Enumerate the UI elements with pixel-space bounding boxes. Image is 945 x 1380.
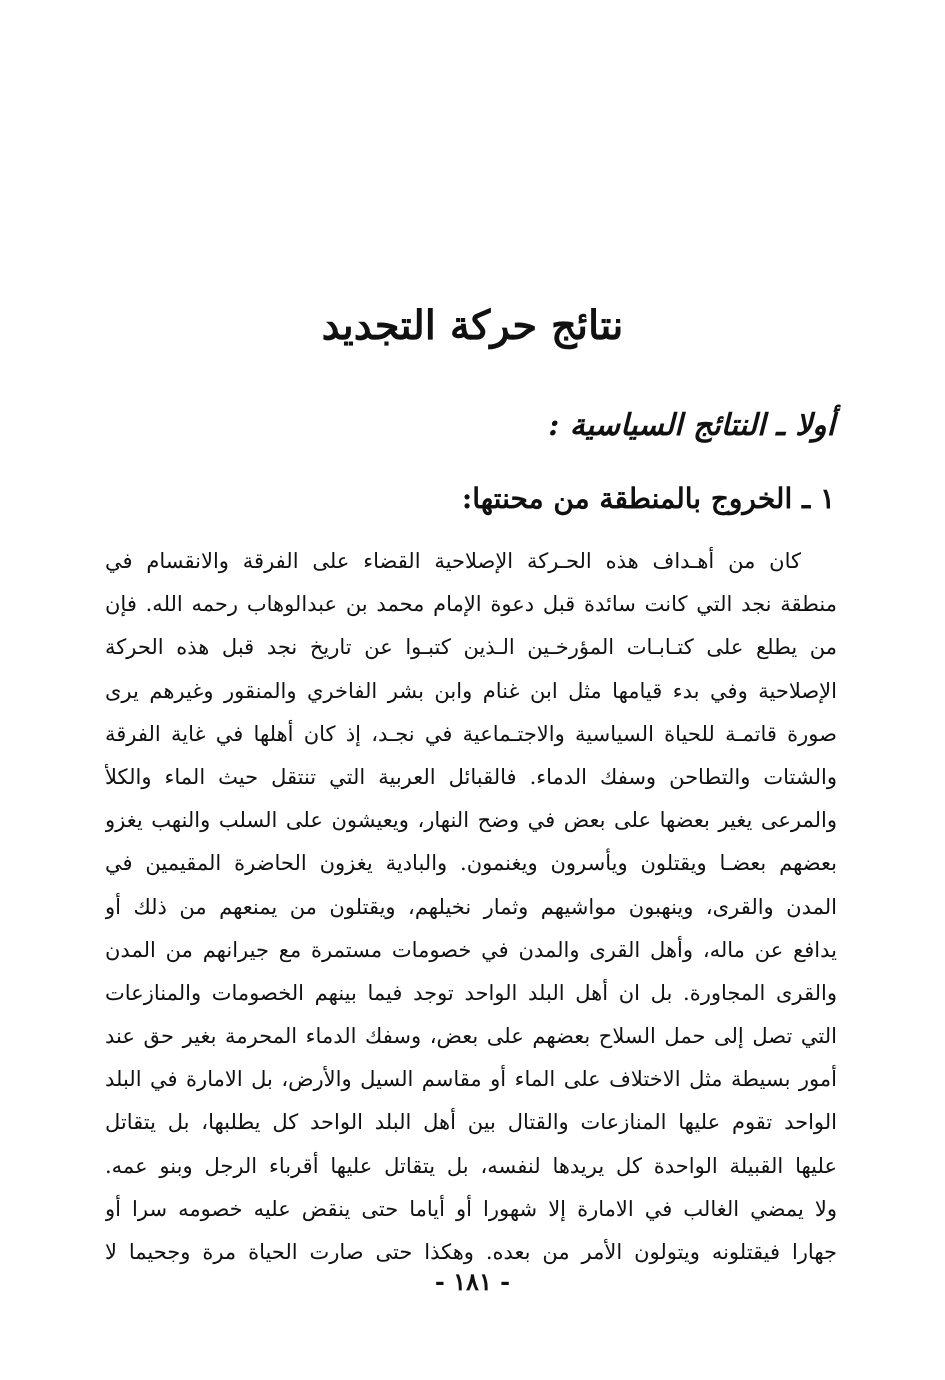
paragraph-line: التي تصل إلى حمل السلاح بعضهم على بعض، وسفك الدماء المحرمة بغير حق عند [105, 1024, 837, 1049]
paragraph-line: كان من أهـداف هذه الحـركة الإصلاحية القضاء على الفرقة والانقسام في [105, 549, 801, 573]
paragraph-line: والقرى المجاورة. بل ان أهل البلد الواحد توجد فيما بينهم الخصومات والمنازعات [105, 980, 837, 1005]
paragraph-line: الواحد تقوم عليها المنازعات والقتال بين أهل البلد الواحد كل يطلبها، بل يتقاتل [105, 1110, 837, 1135]
paragraph-line: يدافع عن ماله، وأهل القرى والمدن في خصومات مستمرة مع جيرانهم من المدن [105, 937, 837, 962]
paragraph-line: عليها القبيلة الواحدة كل يريدها لنفسه، بل يتقاتل عليها أقرباء الرجل وبنو عمه. [105, 1153, 837, 1178]
paragraph-line: والشتات والتطاحن وسفك الدماء. فالقبائل العربية التي تنتقل حيث الماء والكلأ [105, 764, 837, 789]
paragraph-line: ولا يمضي الغالب في الامارة إلا شهورا أو أياما حتى ينقض عليه خصومه سرا أو [105, 1196, 837, 1221]
paragraph-line: بعضهم بعضـا ويقتلون ويأسرون ويغنمون. والبادية يغزون الحاضرة المقيمين في [105, 851, 837, 876]
paragraph-line: أمور بسيطة مثل الاختلاف على الماء أو مقاسم السيل والأرض، بل الامارة في البلد [105, 1067, 837, 1092]
paragraph-line: منطقة نجد التي كانت سائدة قبل دعوة الإمام محمد بن عبدالوهاب رحمه الله. فإن [105, 592, 837, 617]
paragraph-line: جهارا فيقتلونه ويتولون الأمر من بعده. وهكذا حتى صارت الحياة مرة وجحيما لا [105, 1240, 837, 1264]
paragraph-line: المدن والقرى، وينهبون مواشيهم وثمار نخيلهم، ويقتلون من يمنعهم من ذلك أو [105, 894, 837, 919]
paragraph-line: صورة قاتمـة للحياة السياسية والاجتـماعية في نجـد، إذ كان أهلها في غاية الفرقة [105, 721, 837, 746]
paragraph-line: الإصلاحية وفي بدء قيامها مثل ابن غنام وابن بشر الفاخري والمنقور وغيرهم يرى [105, 678, 837, 703]
paragraph-line: من يطلع على كتـابـات المؤرخـين الـذين كتبـوا عن تاريخ نجد قبل هذه الحركة [105, 635, 837, 660]
section-heading: أولا ـ النتائج السياسية : [548, 408, 835, 443]
body-paragraph [105, 540, 837, 1274]
subsection-heading: ١ ـ الخروج بالمنطقة من محنتها: [461, 482, 835, 515]
chapter-title: نتائج حركة التجديد [321, 302, 624, 349]
page-number: - ١٨١ - [434, 1267, 511, 1296]
paragraph-line: والمرعى يغير بعضها على بعض في وضح النهار، ويعيشون على السلب والنهب يغزو [105, 808, 837, 833]
